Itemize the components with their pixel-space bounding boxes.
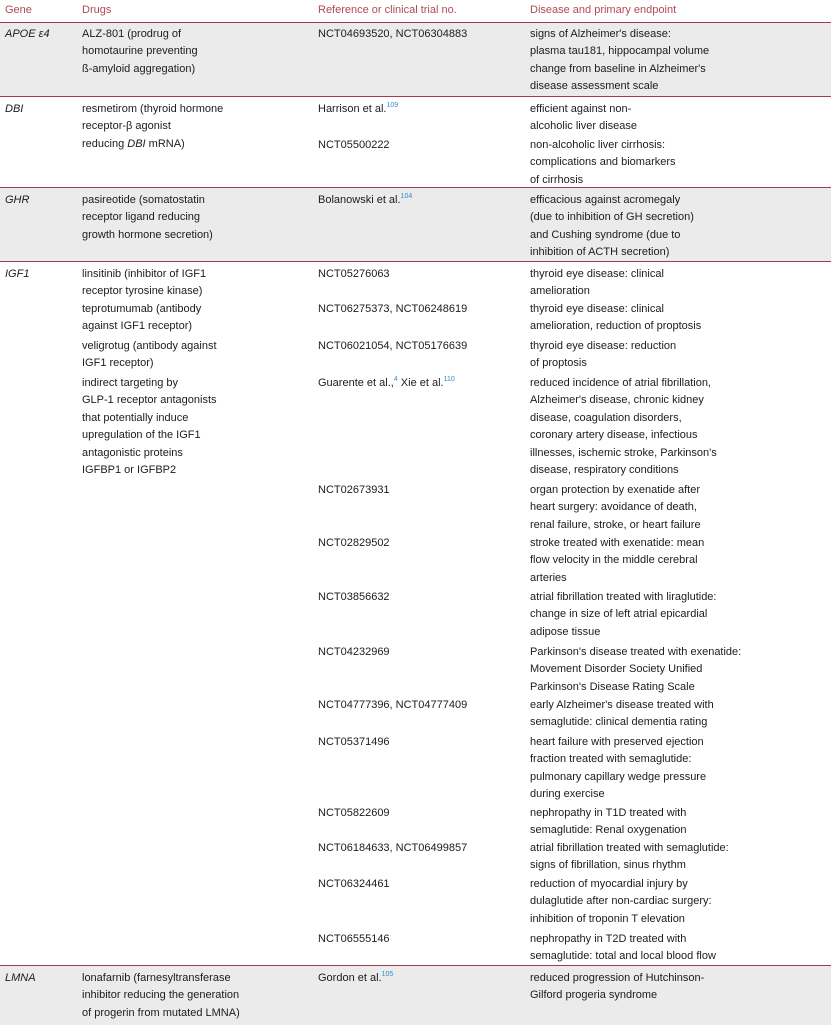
disease-cell: Parkinson's disease treated with exenatide: Movement Disorder Society Unified Parkinson's Disease Rating Scale bbox=[530, 646, 742, 693]
disease-cell: atrial fibrillation treated with semaglutide: signs of fibrillation, sinus rhythm bbox=[530, 842, 729, 872]
gene-cell: APOE ε4 bbox=[5, 28, 50, 40]
citation-superscript: 104 bbox=[400, 193, 413, 200]
reference-cell: NCT03856632 bbox=[318, 591, 390, 603]
group-apoe bbox=[0, 23, 831, 96]
reference-cell: NCT02673931 bbox=[318, 484, 390, 496]
reference-cell bbox=[318, 970, 518, 987]
drug-cell: lonafarnib (farnesyltransferase inhibitor reducing the generation of progerin from mutated LMNA) bbox=[82, 972, 240, 1019]
disease-cell: heart failure with preserved ejection fraction treated with semaglutide: pulmonary capillary wedge pressure during exercise bbox=[530, 736, 707, 801]
drug-cell: indirect targeting by GLP-1 receptor antagonists that potentially induce upregulation of the IGF1 antagonistic proteins IGFBP1 or IGFBP2 bbox=[82, 377, 217, 477]
disease-cell: reduction of myocardial injury by dulaglutide after non-cardiac surgery: inhibition of troponin T elevation bbox=[530, 878, 712, 925]
header-gene: Gene bbox=[5, 4, 32, 16]
reference-cell: NCT04232969 bbox=[318, 646, 390, 658]
reference-cell: NCT05371496 bbox=[318, 736, 390, 748]
drug-cell: pasireotide (somatostatin receptor ligand reducing growth hormone secretion) bbox=[82, 194, 213, 241]
disease-cell: reduced incidence of atrial fibrillation, Alzheimer's disease, chronic kidney disease, coagulation disorders, coronary artery disease, infectious illnesses, ischemic stroke, Parkinson's disease, respiratory conditions bbox=[530, 377, 717, 477]
group-dbi bbox=[0, 96, 831, 188]
gene-cell: GHR bbox=[5, 194, 30, 206]
citation-superscript: 109 bbox=[386, 102, 399, 109]
drug-cell: veligrotug (antibody against IGF1 receptor) bbox=[82, 340, 217, 370]
group-ghr bbox=[0, 187, 831, 262]
disease-cell: thyroid eye disease: clinical amelioration bbox=[530, 268, 664, 298]
header-reference: Reference or clinical trial no. bbox=[318, 4, 457, 16]
gene-cell: LMNA bbox=[5, 972, 36, 984]
reference-cell: NCT06275373, NCT06248619 bbox=[318, 303, 468, 315]
reference-cell: NCT06324461 bbox=[318, 878, 390, 890]
drug-cell: ALZ-801 (prodrug of homotaurine preventing ß-amyloid aggregation) bbox=[82, 28, 198, 75]
reference-cell: NCT06184633, NCT06499857 bbox=[318, 842, 468, 854]
disease-cell: efficacious against acromegaly (due to inhibition of GH secretion) and Cushing syndrome (due to inhibition of ACTH secretion) bbox=[530, 194, 694, 259]
disease-cell: organ protection by exenatide after heart surgery: avoidance of death, renal failure, stroke, or heart failure bbox=[530, 484, 701, 531]
reference-cell: NCT02829502 bbox=[318, 537, 390, 549]
reference-text: Harrison et al. bbox=[318, 103, 387, 115]
header-disease: Disease and primary endpoint bbox=[530, 4, 677, 16]
reference-cell: NCT04777396, NCT04777409 bbox=[318, 699, 468, 711]
drug-text: resmetirom (thyroid hormone receptor-β agonist reducing bbox=[82, 103, 224, 150]
gene-cell: DBI bbox=[5, 103, 24, 115]
citation-superscript: 4 bbox=[393, 376, 398, 383]
reference-cell bbox=[318, 192, 518, 209]
group-lmna bbox=[0, 965, 831, 1025]
disease-cell: atrial fibrillation treated with liraglutide: change in size of left atrial epicardial adipose tissue bbox=[530, 591, 717, 638]
disease-cell: thyroid eye disease: reduction of proptosis bbox=[530, 340, 677, 370]
citation-superscript: 105 bbox=[381, 971, 394, 978]
table-header bbox=[0, 0, 831, 23]
disease-cell: thyroid eye disease: clinical amelioration, reduction of proptosis bbox=[530, 303, 702, 333]
drug-cell: linsitinib (inhibitor of IGF1 receptor tyrosine kinase) bbox=[82, 268, 207, 298]
header-drugs: Drugs bbox=[82, 4, 112, 16]
reference-text: Gordon et al. bbox=[318, 972, 382, 984]
reference-text: Bolanowski et al. bbox=[318, 194, 401, 206]
disease-cell: nephropathy in T1D treated with semaglutide: Renal oxygenation bbox=[530, 807, 687, 837]
reference-cell: NCT06021054, NCT05176639 bbox=[318, 340, 468, 352]
reference-cell: NCT05822609 bbox=[318, 807, 390, 819]
citation-superscript: 110 bbox=[443, 376, 455, 383]
reference-cell: NCT05276063 bbox=[318, 268, 390, 280]
disease-cell: non-alcoholic liver cirrhosis: complications and biomarkers of cirrhosis bbox=[530, 139, 676, 186]
drug-cell: teprotumumab (antibody against IGF1 receptor) bbox=[82, 303, 202, 333]
drug-text: mRNA) bbox=[145, 137, 185, 150]
drug-cell bbox=[82, 101, 302, 153]
disease-cell: signs of Alzheimer's disease: plasma tau181, hippocampal volume change from baseline in Alzheimer's disease assessment scale bbox=[530, 28, 710, 93]
gene-cell: IGF1 bbox=[5, 268, 30, 280]
reference-text: Xie et al. bbox=[397, 377, 444, 389]
group-igf1 bbox=[0, 261, 831, 966]
disease-cell: reduced progression of Hutchinson- Gilford progeria syndrome bbox=[530, 972, 705, 1002]
reference-cell: NCT05500222 bbox=[318, 139, 390, 151]
reference-cell: NCT04693520, NCT06304883 bbox=[318, 28, 468, 40]
disease-cell: nephropathy in T2D treated with semaglutide: total and local blood flow bbox=[530, 933, 716, 963]
reference-cell: NCT06555146 bbox=[318, 933, 390, 945]
drug-italic-gene: DBI bbox=[127, 137, 146, 150]
reference-cell bbox=[318, 375, 518, 392]
disease-cell: stroke treated with exenatide: mean flow velocity in the middle cerebral arteries bbox=[530, 537, 705, 584]
reference-cell bbox=[318, 101, 518, 118]
disease-cell: efficient against non- alcoholic liver disease bbox=[530, 103, 637, 133]
disease-cell: early Alzheimer's disease treated with semaglutide: clinical dementia rating bbox=[530, 699, 714, 729]
reference-text: Guarente et al., bbox=[318, 377, 394, 389]
